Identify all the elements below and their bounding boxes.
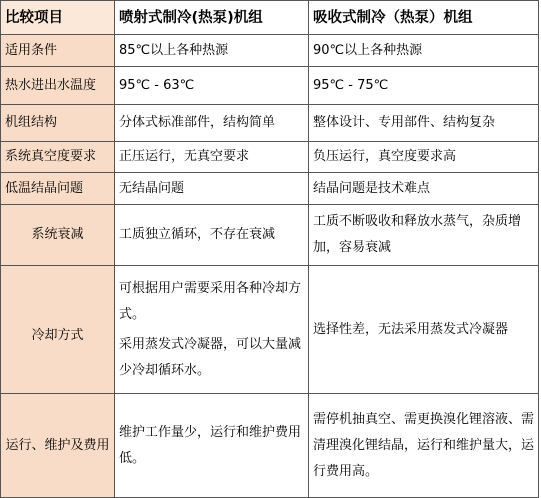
table-row bbox=[1, 67, 539, 105]
jet-cell: 无结晶问题 bbox=[115, 173, 309, 205]
header-absorption-unit: 吸收式制冷（热泵）机组 bbox=[309, 1, 539, 35]
absorption-cell: 选择性差，无法采用蒸发式冷凝器 bbox=[309, 266, 539, 394]
header-compare-item: 比较项目 bbox=[1, 1, 115, 35]
row-label: 系统衰减 bbox=[1, 205, 115, 266]
absorption-cell: 整体设计、专用部件、结构复杂 bbox=[309, 105, 539, 142]
row-label: 系统真空度要求 bbox=[1, 142, 115, 173]
row-label: 冷却方式 bbox=[1, 266, 115, 394]
row-label: 运行、维护及费用 bbox=[1, 394, 115, 498]
jet-cell: 工质独立循环，不存在衰减 bbox=[115, 205, 309, 266]
jet-cell: 维护工作量少，运行和维护费用低。 bbox=[115, 394, 309, 498]
absorption-cell: 95℃ - 75℃ bbox=[309, 67, 539, 105]
jet-cell: 分体式标准部件，结构简单 bbox=[115, 105, 309, 142]
table-row bbox=[1, 35, 539, 67]
row-label: 热水进出水温度 bbox=[1, 67, 115, 105]
header-row bbox=[1, 1, 539, 35]
table-row bbox=[1, 142, 539, 173]
jet-cell: 正压运行，无真空要求 bbox=[115, 142, 309, 173]
row-label: 机组结构 bbox=[1, 105, 115, 142]
table-row bbox=[1, 173, 539, 205]
row-label: 适用条件 bbox=[1, 35, 115, 67]
jet-cell bbox=[115, 266, 309, 394]
absorption-cell: 结晶问题是技术难点 bbox=[309, 173, 539, 205]
absorption-cell: 负压运行，真空度要求高 bbox=[309, 142, 539, 173]
absorption-cell: 需停机抽真空、需更换溴化锂溶液、需清理溴化锂结晶，运行和维护量大，运行费用高。 bbox=[309, 394, 539, 498]
table-row bbox=[1, 266, 539, 394]
jet-cell: 95℃ - 63℃ bbox=[115, 67, 309, 105]
header-jet-unit: 喷射式制冷(热泵)机组 bbox=[115, 1, 309, 35]
jet-cell: 85℃以上各种热源 bbox=[115, 35, 309, 67]
row-label: 低温结晶问题 bbox=[1, 173, 115, 205]
table-row bbox=[1, 394, 539, 498]
table-row bbox=[1, 205, 539, 266]
absorption-cell: 90℃以上各种热源 bbox=[309, 35, 539, 67]
absorption-cell: 工质不断吸收和释放水蒸气，杂质增加，容易衰减 bbox=[309, 205, 539, 266]
jet-paragraph: 采用蒸发式冷凝器，可以大量减少冷却循环水。 bbox=[119, 336, 302, 378]
jet-paragraph: 可根据用户需要采用各种冷却方式。 bbox=[119, 280, 302, 322]
table-row bbox=[1, 105, 539, 142]
